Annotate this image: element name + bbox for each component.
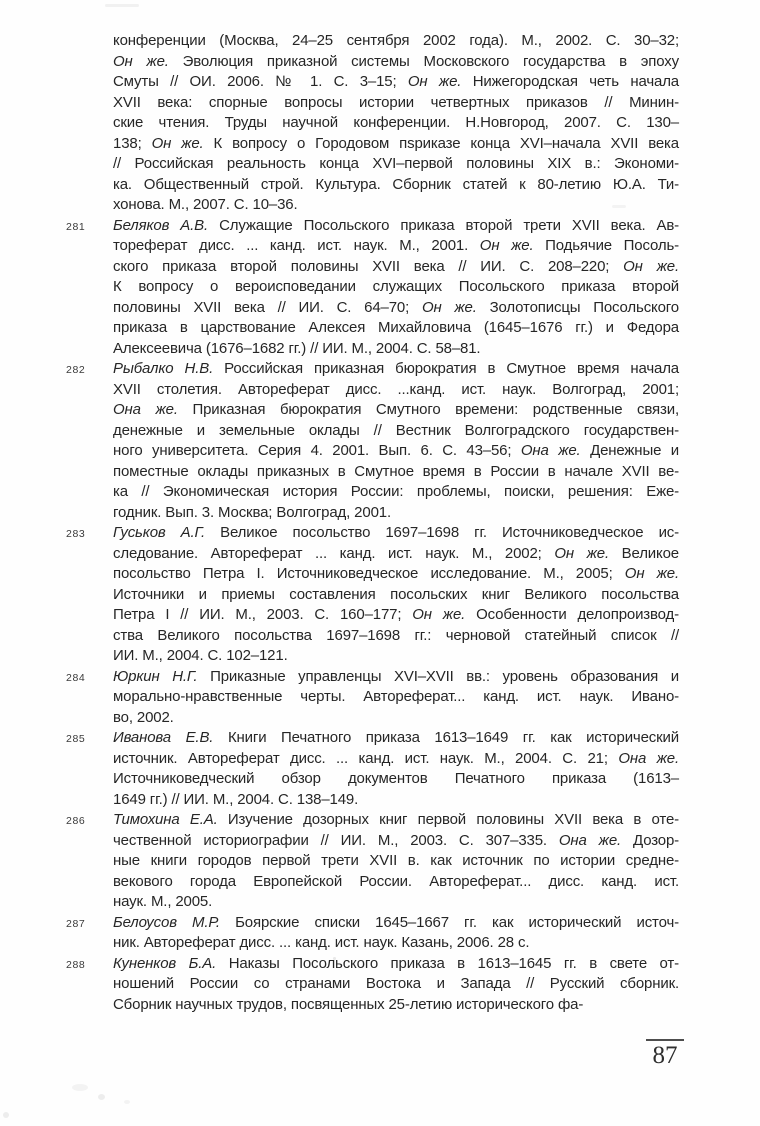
note-line bbox=[113, 933, 679, 954]
note-author-italic: Иванова Е.В. bbox=[113, 729, 214, 746]
note-author-italic: Она же. bbox=[520, 442, 581, 459]
note-text: Петра I // ИИ. М., 2003. С. 160–177; bbox=[113, 606, 413, 623]
note-text: Дозор- bbox=[621, 831, 680, 849]
note-line bbox=[113, 216, 679, 237]
note-line bbox=[113, 974, 679, 995]
note-line bbox=[113, 790, 679, 811]
note-text: Денежные и bbox=[580, 442, 679, 459]
note-text: денежные и земельные оклады // Вестник Волгоградского государствен- bbox=[113, 421, 679, 439]
note-line bbox=[113, 72, 679, 93]
note-text: Сборник научных трудов, посвященных 25-летию исторического фа- bbox=[113, 995, 584, 1013]
note-text: ИИ. М., 2004. С. 102–121. bbox=[113, 647, 288, 664]
note-text: Наказы Посольского приказа в 1613–1645 гг. в свете от- bbox=[216, 954, 679, 972]
note-author-italic: Он же. bbox=[407, 73, 462, 90]
note-text: следование. Автореферат ... канд. ист. наук. М., 2002; bbox=[113, 544, 555, 562]
note-text: Изучение дозорных книг первой половины XVII века в оте- bbox=[217, 811, 679, 828]
note bbox=[66, 913, 679, 954]
note-text: Особенности делопроизвод- bbox=[465, 606, 679, 623]
note-text: Приказные управленцы XVI–XVII вв.: уровень образования и bbox=[197, 667, 679, 685]
note-author-italic: Тимохина Е.А. bbox=[113, 811, 218, 828]
note-text: половины XVII века // ИИ. С. 64–70; bbox=[113, 298, 422, 316]
note-line bbox=[113, 544, 679, 565]
note-line bbox=[113, 462, 679, 483]
note-marker: 282 bbox=[66, 364, 86, 376]
note-author-italic: Она же. bbox=[558, 831, 622, 849]
note-author-italic: Белоусов М.Р. bbox=[113, 913, 220, 931]
note-text: ник. Автореферат дисс. ... канд. ист. наук. Казань, 2006. 28 с. bbox=[113, 934, 530, 951]
note-line bbox=[113, 482, 679, 503]
note-author-italic: Гуськов А.Г. bbox=[113, 524, 206, 541]
note-author-italic: Она же. bbox=[113, 401, 178, 418]
note-text: К вопросу о вероисповедании служащих Посольского приказа второй bbox=[113, 278, 679, 295]
note-line bbox=[113, 113, 679, 134]
note-author-italic: Он же. bbox=[412, 606, 466, 623]
note-author-italic: Он же. bbox=[113, 52, 169, 70]
note-author-italic: Он же. bbox=[554, 544, 609, 562]
note-text: во, 2002. bbox=[113, 708, 174, 726]
note-text: ского приказа второй половины XVII века // ИИ. С. 208–220; bbox=[113, 257, 624, 275]
note-line bbox=[113, 667, 679, 688]
note-text: приказа в царствование Алексея Михайловича (1645–1676 гг.) и Федора bbox=[113, 319, 679, 336]
scan-artifact bbox=[124, 1100, 130, 1104]
note-line bbox=[113, 503, 679, 524]
note-text: Алексеевича (1676–1682 гг.) // ИИ. М., 2004. С. 58–81. bbox=[113, 339, 481, 357]
note-text: Российская приказная бюрократия в Смутное время начала bbox=[213, 360, 679, 377]
note-text: Эволюция приказной системы Московского государства в эпоху bbox=[168, 52, 679, 70]
note-line bbox=[113, 421, 679, 442]
note bbox=[66, 667, 679, 729]
note-text: посольство Петра I. Источниковедческое исследование. М., 2005; bbox=[113, 565, 625, 582]
note-line bbox=[113, 646, 679, 667]
scan-artifact bbox=[72, 1084, 88, 1091]
note-author-italic: Рыбалко Н.В. bbox=[113, 360, 214, 377]
note-author-italic: Он же. bbox=[479, 237, 534, 254]
note bbox=[66, 359, 679, 523]
note-text: Смуты // ОИ. 2006. № 1. С. 3–15; bbox=[113, 73, 408, 90]
note-line bbox=[113, 277, 679, 298]
note-text: 138; bbox=[113, 134, 152, 152]
note-author-italic: Он же. bbox=[151, 134, 204, 152]
note-marker: 287 bbox=[66, 917, 86, 930]
note-line bbox=[113, 954, 679, 975]
note-text: Приказная бюрократия Смутного времени: родственные связи, bbox=[177, 401, 679, 418]
note-text: Книги Печатного приказа 1613–1649 гг. как исторический bbox=[213, 729, 679, 746]
note-line bbox=[113, 708, 679, 729]
note-line bbox=[113, 195, 679, 216]
note bbox=[66, 523, 679, 667]
note-line bbox=[113, 134, 679, 155]
note-text: Источники и приемы составления посольских книг Великого посольства bbox=[113, 585, 679, 603]
note-text: Источниковедческий обзор документов Печатного приказа (1613– bbox=[113, 770, 679, 787]
note-line bbox=[113, 93, 679, 114]
note-text: источник. Автореферат дисс. ... канд. ист. наук. М., 2004. С. 21; bbox=[113, 749, 619, 767]
note-line bbox=[113, 872, 679, 893]
note-marker: 284 bbox=[66, 671, 86, 684]
note-line bbox=[113, 913, 679, 934]
note-line bbox=[113, 892, 679, 913]
note-text: XVII столетия. Автореферат дисс. ...канд. ист. наук. Волгоград, 2001; bbox=[113, 380, 679, 398]
note-author-italic: Юркин Н.Г. bbox=[113, 667, 198, 685]
note-text: Подьячие Посоль- bbox=[533, 237, 679, 254]
note-line bbox=[113, 339, 679, 360]
note bbox=[66, 954, 679, 1016]
note-text: XVII века: спорные вопросы истории четвертных приказов // Минин- bbox=[113, 93, 679, 111]
note-text: Золотописцы Посольского bbox=[476, 298, 679, 316]
note-line bbox=[113, 851, 679, 872]
note-text: ка. Общественный строй. Культура. Сборник статей к 80-летию Ю.А. Ти- bbox=[113, 175, 679, 193]
note-line bbox=[113, 257, 679, 278]
note-line bbox=[113, 318, 679, 339]
note-text: 1649 гг.) // ИИ. М., 2004. С. 138–149. bbox=[113, 790, 359, 808]
note-text: К вопросу о Городовом пsриказе конца XVI–начала XVII века bbox=[203, 134, 679, 152]
note-author-italic: Он же. bbox=[624, 565, 679, 582]
note-text: наук. М., 2005. bbox=[113, 893, 213, 910]
note-marker: 288 bbox=[66, 958, 86, 971]
footer-rule bbox=[646, 1039, 684, 1041]
note-line bbox=[113, 441, 679, 462]
note-line bbox=[113, 52, 679, 73]
note-line bbox=[113, 154, 679, 175]
note bbox=[113, 31, 679, 216]
note-line bbox=[113, 605, 679, 626]
note-author-italic: Куненков Б.А. bbox=[113, 954, 217, 972]
note-line bbox=[113, 810, 679, 831]
note-line bbox=[113, 564, 679, 585]
note-author-italic: Она же. bbox=[618, 749, 679, 767]
note-text: Боярские списки 1645–1667 гг. как исторический источ- bbox=[219, 913, 679, 931]
note-text: Великое bbox=[609, 544, 679, 562]
notes-block bbox=[66, 31, 680, 1015]
note-text: ства Великого посольства 1697–1698 гг.: черновой статейный список // bbox=[113, 626, 679, 644]
note-text: ношений России со странами Востока и Запада // Русский сборник. bbox=[113, 975, 679, 992]
note-marker: 286 bbox=[66, 815, 86, 827]
scan-artifact bbox=[105, 4, 139, 7]
note-marker: 283 bbox=[66, 528, 86, 540]
note-text: // Российская реальность конца XVI–первой половины XIX в.: Экономи- bbox=[113, 155, 679, 172]
note-author-italic: Он же. bbox=[421, 298, 477, 316]
note-line bbox=[113, 523, 679, 544]
note-text: Служащие Посольского приказа второй трети XVII века. Ав- bbox=[208, 216, 679, 234]
note-line bbox=[113, 687, 679, 708]
note-line bbox=[113, 728, 679, 749]
note-text: годник. Вып. 3. Москва; Волгоград, 2001. bbox=[113, 503, 391, 521]
note-text: ские чтения. Труды научной конференции. Н.Новгород, 2007. С. 130– bbox=[113, 114, 679, 131]
scan-artifact bbox=[98, 1094, 105, 1100]
note-marker: 281 bbox=[66, 220, 86, 233]
note-line bbox=[113, 585, 679, 606]
note-text: тореферат дисс. ... канд. ист. наук. М., 2001. bbox=[113, 237, 480, 254]
note-line bbox=[113, 769, 679, 790]
note-line bbox=[113, 31, 679, 52]
note-text: ка // Экономическая история России: проблемы, поиски, решения: Еже- bbox=[113, 483, 679, 500]
note-line bbox=[113, 236, 679, 257]
note-text: чественной историографии // ИИ. М., 2003. С. 307–335. bbox=[113, 831, 559, 849]
note-line bbox=[113, 298, 679, 319]
note-line bbox=[113, 380, 679, 401]
note-text: векового города Европейской России. Автореферат... дисс. канд. ист. bbox=[113, 872, 679, 890]
note bbox=[66, 810, 680, 913]
scan-artifact bbox=[3, 1112, 9, 1118]
note-text: хонова. М., 2007. С. 10–36. bbox=[113, 196, 298, 213]
note bbox=[66, 216, 679, 360]
note-line bbox=[113, 749, 679, 770]
note-text: Великое посольство 1697–1698 гг. Источниковедческое ис- bbox=[205, 524, 679, 541]
note-line bbox=[113, 359, 679, 380]
note-text: ные книги городов первой трети XVII в. как источник по истории средне- bbox=[113, 852, 679, 869]
note-line bbox=[113, 626, 679, 647]
note-text: морально-нравственные черты. Автореферат... канд. ист. наук. Ивано- bbox=[113, 688, 679, 705]
note-marker: 285 bbox=[66, 733, 86, 745]
note-text: конференции (Москва, 24–25 сентября 2002 года). М., 2002. С. 30–32; bbox=[113, 32, 679, 49]
page-number: 87 bbox=[652, 1042, 678, 1069]
note-line bbox=[113, 831, 679, 852]
note-line bbox=[113, 400, 679, 421]
note-text: ного университета. Серия 4. 2001. Вып. 6. С. 43–56; bbox=[113, 442, 521, 459]
note-text: Нижегородская четь начала bbox=[461, 73, 679, 90]
note-line bbox=[113, 995, 679, 1016]
note-author-italic: Он же. bbox=[623, 257, 679, 275]
note-text: поместные оклады приказных в Смутное время в России в начале XVII ве- bbox=[113, 462, 679, 480]
note-line bbox=[113, 175, 679, 196]
note-author-italic: Беляков А.В. bbox=[113, 216, 209, 234]
note bbox=[66, 728, 679, 810]
